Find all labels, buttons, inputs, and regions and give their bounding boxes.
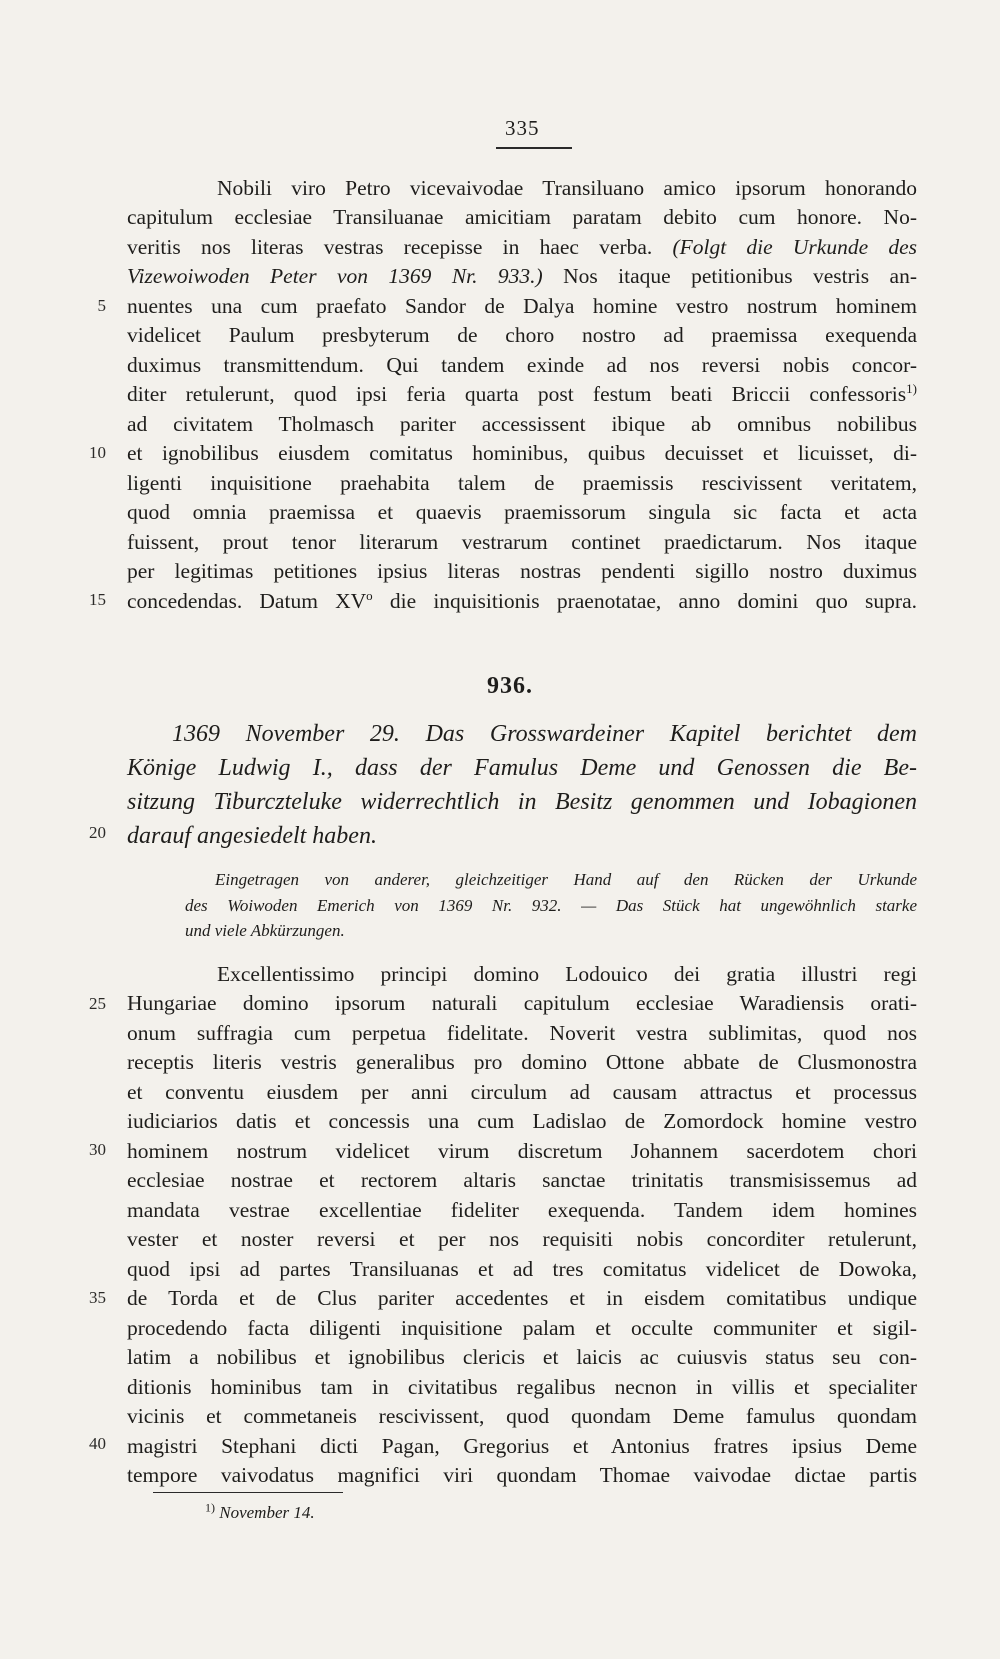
- text-line: fuissent, prout tenor literarum vestrarum continet praedictarum. Nos itaque: [127, 530, 917, 554]
- text-line: capitulum ecclesiae Transiluanae amicitiam paratam debito cum honore. No-: [127, 205, 917, 229]
- line-number: 30: [89, 1140, 106, 1159]
- text-line: mandata vestrae excellentiae fideliter exequenda. Tandem idem homines: [127, 1198, 917, 1222]
- text-line: ad civitatem Tholmasch pariter accessissent ibique ab omnibus nobilibus: [127, 412, 917, 436]
- text-line: diter retulerunt, quod ipsi feria quarta post festum beati Briccii confessoris$^{1)}$: [127, 380, 917, 406]
- text-line: concedendas. Datum $XV^o$ die inquisitionis praenotatae, anno domini quo supra.: [127, 587, 917, 613]
- text-line: iudiciarios datis et concessis una cum Ladislao de Zomordock homine vestro: [127, 1109, 917, 1133]
- text-line: Vizewoiwoden Peter von 1369 Nr. 933.) Nos itaque petitionibus vestris an-: [127, 264, 917, 288]
- archival-note-line: des Woiwoden Emerich von 1369 Nr. 932. — Das Stück hat ungewöhnlich starke: [185, 896, 917, 915]
- document-number: 936.: [487, 673, 533, 699]
- text-line: ligenti inquisitione praehabita talem de praemissis rescivissent veritatem,: [127, 471, 917, 495]
- archival-note-line: Eingetragen von anderer, gleichzeitiger Hand auf den Rücken der Urkunde: [215, 870, 917, 889]
- regest-heading-line: Könige Ludwig I., dass der Famulus Deme und Genossen die Be-: [127, 755, 917, 781]
- text-line: veritis nos literas vestras recepisse in haec verba. (Folgt die Urkunde des: [127, 235, 917, 259]
- text-line: onum suffragia cum perpetua fidelitate. Noverit vestra sublimitas, quod nos: [127, 1021, 917, 1045]
- archival-note-line: und viele Abkürzungen.: [185, 921, 345, 940]
- line-number: 35: [89, 1288, 106, 1307]
- line-number: 40: [89, 1434, 106, 1453]
- text-line: quod omnia praemissa et quaevis praemissorum singula sic facta et acta: [127, 500, 917, 524]
- text-line: hominem nostrum videlicet virum discretum Johannem sacerdotem chori: [127, 1139, 917, 1163]
- line-number: 20: [89, 823, 106, 842]
- text-line: receptis literis vestris generalibus pro domino Ottone abbate de Clusmonostra: [127, 1050, 917, 1074]
- text-line: duximus transmittendum. Qui tandem exinde ad nos reversi nobis concor-: [127, 353, 917, 377]
- text-line: Nobili viro Petro vicevaivodae Transiluano amico ipsorum honorando: [217, 176, 917, 200]
- text-line: et ignobilibus eiusdem comitatus hominibus, quibus decuisset et licuisset, di-: [127, 441, 917, 465]
- page-number-rule: [496, 147, 572, 149]
- line-number: 5: [97, 296, 106, 315]
- text-line: magistri Stephani dicti Pagan, Gregorius et Antonius fratres ipsius Deme: [127, 1434, 917, 1458]
- text-line: latim a nobilibus et ignobilibus clericis et laicis ac cuiusvis status seu con-: [127, 1345, 917, 1369]
- line-number: 15: [89, 590, 106, 609]
- text-line: et conventu eiusdem per anni circulum ad causam attractus et processus: [127, 1080, 917, 1104]
- text-line: de Torda et de Clus pariter accedentes et in eisdem comitatibus undique: [127, 1286, 917, 1310]
- regest-heading-line: sitzung Tiburczteluke widerrechtlich in Besitz genommen und Iobagionen: [127, 789, 917, 815]
- regest-heading-line: 1369 November 29. Das Grosswardeiner Kapitel berichtet dem: [172, 721, 917, 747]
- regest-heading-line: darauf angesiedelt haben.: [127, 823, 377, 849]
- text-line: quod ipsi ad partes Transiluanas et ad tres comitatus videlicet de Dowoka,: [127, 1257, 917, 1281]
- page-number: 335: [505, 116, 540, 140]
- text-line: vicinis et commetaneis rescivissent, quod quondam Deme famulus quondam: [127, 1404, 917, 1428]
- text-line: Excellentissimo principi domino Lodouico dei gratia illustri regi: [217, 962, 917, 986]
- text-line: videlicet Paulum presbyterum de choro nostro ad praemissa exequenda: [127, 323, 917, 347]
- line-number: 10: [89, 443, 106, 462]
- text-line: per legitimas petitiones ipsius literas nostras pendenti sigillo nostro duximus: [127, 559, 917, 583]
- text-line: ditionis hominibus tam in civitatibus regalibus necnon in villis et specialiter: [127, 1375, 917, 1399]
- text-line: nuentes una cum praefato Sandor de Dalya homine vestro nostrum hominem: [127, 294, 917, 318]
- footnote-marker: 1): [906, 380, 917, 396]
- text-line: tempore vaivodatus magnifici viri quondam Thomae vaivodae dictae partis: [127, 1463, 917, 1487]
- footnote-rule: [153, 1492, 343, 1493]
- text-line: procedendo facta diligenti inquisitione palam et occulte communiter et sigil-: [127, 1316, 917, 1340]
- line-number: 25: [89, 994, 106, 1013]
- text-line: Hungariae domino ipsorum naturali capitulum ecclesiae Waradiensis orati-: [127, 991, 917, 1015]
- footnote: $^{1)}$ November 14.: [205, 1500, 315, 1522]
- text-line: vester et noster reversi et per nos requisiti nobis concorditer retulerunt,: [127, 1227, 917, 1251]
- text-line: ecclesiae nostrae et rectorem altaris sanctae trinitatis transmisissemus ad: [127, 1168, 917, 1192]
